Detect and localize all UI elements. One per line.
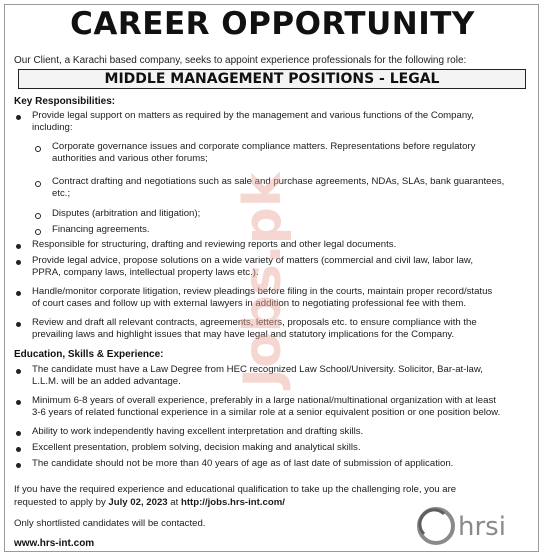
intro-text: Our Client, a Karachi based company, seeks to appoint experience professionals for the following role:	[14, 55, 467, 66]
bullet-dot	[16, 431, 21, 436]
logo-wordmark: hrsi	[458, 512, 506, 542]
list-item: Responsible for structuring, drafting and reviewing reports and other legal documents.	[32, 239, 397, 250]
list-item: Minimum 6-8 years of overall experience, preferably in a large national/multinational organization with at least 3-6 years of related functional experience in a similar role at a senior equivalent position or one position below.	[32, 395, 501, 419]
sub-bullet-circle	[35, 213, 41, 219]
responsibilities-heading: Key Responsibilities:	[14, 96, 116, 107]
deadline-date: July 02, 2023	[108, 496, 168, 508]
watermark-text: Jobs.pk	[233, 172, 293, 388]
sub-bullet-circle	[35, 181, 41, 187]
bullet-dot	[16, 369, 21, 374]
list-item: Excellent presentation, problem solving, decision making and analytical skills.	[32, 442, 361, 453]
sub-list-item: Disputes (arbitration and litigation);	[52, 208, 201, 219]
bullet-dot	[16, 291, 21, 296]
bullet-dot	[16, 115, 21, 120]
bullet-dot	[16, 260, 21, 265]
shortlist-note: Only shortlisted candidates will be contacted.	[14, 518, 206, 529]
bullet-dot	[16, 244, 21, 249]
position-title: MIDDLE MANAGEMENT POSITIONS - LEGAL	[104, 71, 440, 87]
list-item: Provide legal support on matters as required by the management and various functions of the Company, including:	[32, 110, 474, 134]
bullet-dot	[16, 400, 21, 405]
sub-list-item: Financing agreements.	[52, 224, 150, 235]
hrsi-logo	[414, 504, 530, 548]
list-item: The candidate must have a Law Degree from HEC recognized Law School/University. Solicitor, Bar-at-law, L.L.M. will be an added advantage.	[32, 364, 483, 388]
page-title: CAREER OPPORTUNITY	[70, 6, 475, 42]
bullet-dot	[16, 447, 21, 452]
website-link[interactable]: www.hrs-int.com	[14, 538, 95, 549]
education-heading: Education, Skills & Experience:	[14, 349, 164, 360]
list-item: Provide legal advice, propose solutions on a wide variety of matters (commercial and civil law, labor law, PPRA, company laws, intellectual property laws etc.).	[32, 255, 473, 279]
list-item: Review and draft all relevant contracts, agreements, letters, proposals etc. to ensure compliance with the prevailing laws and highlight issues that may have legal and statutory implications for the Company.	[32, 317, 477, 341]
sub-bullet-circle	[35, 146, 41, 152]
bullet-dot	[16, 322, 21, 327]
sub-list-item: Corporate governance issues and corporate compliance matters. Representations before regulatory authorities and various other forums;	[52, 141, 476, 165]
apply-instructions: If you have the required experience and educational qualification to take up the challenging role, you are requested to apply by July 02, 2023 at http://jobs.hrs-int.com/	[14, 484, 457, 508]
bullet-dot	[16, 463, 21, 468]
sub-bullet-circle	[35, 229, 41, 235]
list-item: Handle/monitor corporate litigation, review pleadings before filing in the courts, maintain proper record/status of court cases and follow up with external lawyers in addition to negotiating professional fee with them.	[32, 286, 493, 310]
sub-list-item: Contract drafting and negotiations such as sale and purchase agreements, NDAs, SLAs, bank guarantees, etc.;	[52, 176, 505, 200]
position-banner	[18, 69, 526, 89]
list-item: Ability to work independently having excellent interpretation and drafting skills.	[32, 426, 364, 437]
apply-url-link[interactable]: http://jobs.hrs-int.com/	[180, 496, 285, 508]
list-item: The candidate should not be more than 40 years of age as of last date of submission of application.	[32, 458, 454, 469]
